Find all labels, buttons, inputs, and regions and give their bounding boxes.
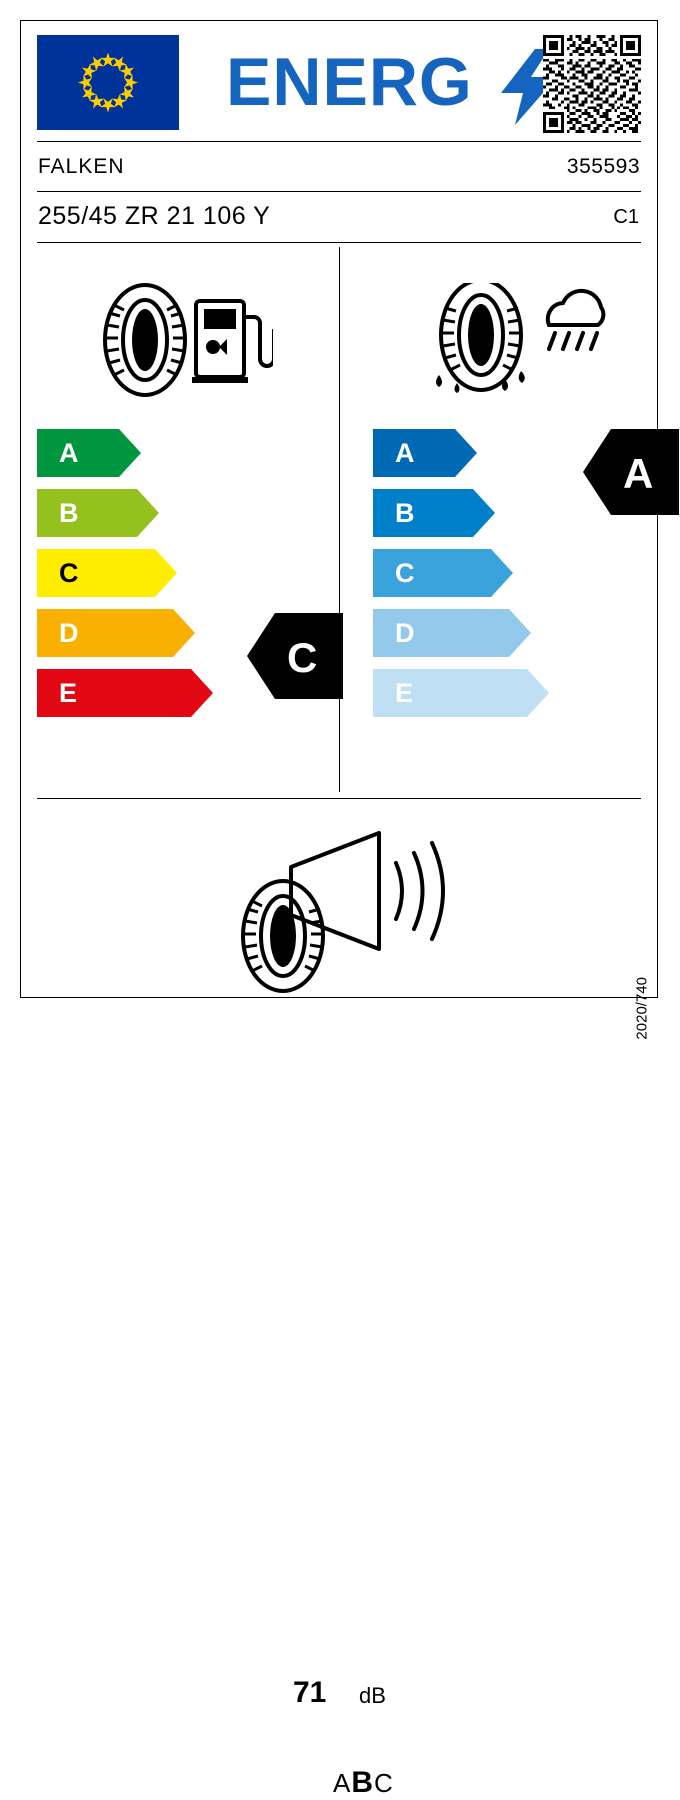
- tyre-icon: [105, 285, 185, 395]
- fuel-efficiency-result-badge: [247, 613, 343, 699]
- fuel-pump-icon: [192, 301, 273, 383]
- noise-pictogram: [231, 831, 461, 1001]
- qr-code-icon: [543, 35, 641, 133]
- noise-unit: dB: [359, 1683, 386, 1708]
- wet-grade-a-letter: A: [395, 438, 415, 468]
- noise-value: 71: [293, 1676, 327, 1709]
- regulation-reference: 2020/740: [634, 977, 651, 1040]
- page-title: ENERG: [226, 44, 473, 120]
- model-code: 355593: [566, 155, 640, 178]
- pictogram-row: [21, 243, 657, 383]
- fuel-grade-a-letter: A: [59, 438, 79, 468]
- eu-flag-icon: [37, 35, 179, 130]
- noise-class-c: C: [374, 1768, 394, 1798]
- fuel-grade-c-letter: C: [59, 558, 79, 588]
- fuel-grade-d-letter: D: [59, 618, 79, 648]
- energy-label: [20, 20, 658, 1799]
- tyre-size: 255/45 ZR 21 106 Y: [38, 202, 271, 230]
- brand-name: FALKEN: [38, 155, 125, 178]
- tyre-size-row: [21, 192, 657, 242]
- fuel-efficiency-pictogram: [93, 283, 273, 403]
- rain-cloud-icon: [548, 291, 604, 349]
- noise-class-selected: B: [351, 1766, 375, 1799]
- divider-header: [37, 141, 641, 142]
- wet-grade-e-letter: E: [395, 678, 414, 708]
- tyre-icon: [243, 881, 323, 991]
- wet-grip-result-letter: A: [623, 450, 654, 497]
- fuel-grade-b-letter: B: [59, 498, 79, 528]
- fuel-grade-e-letter: E: [59, 678, 78, 708]
- wet-grip-pictogram: [429, 283, 614, 403]
- divider-noise: [37, 798, 641, 799]
- speaker-noise-icon: [291, 833, 443, 949]
- wet-grade-b-letter: B: [395, 498, 415, 528]
- fuel-efficiency-result-letter: C: [287, 634, 318, 681]
- brand-row: [21, 143, 657, 191]
- tyre-splash-icon: [436, 283, 525, 393]
- noise-class-scale: [333, 1766, 394, 1800]
- tyre-class-code: C1: [613, 206, 639, 228]
- wet-grade-c-letter: C: [395, 558, 415, 588]
- main-section: [21, 243, 657, 798]
- noise-class-a: A: [333, 1768, 352, 1798]
- wet-grade-d-letter: D: [395, 618, 415, 648]
- label-header: [21, 21, 657, 141]
- wet-grip-result-badge: [583, 429, 679, 515]
